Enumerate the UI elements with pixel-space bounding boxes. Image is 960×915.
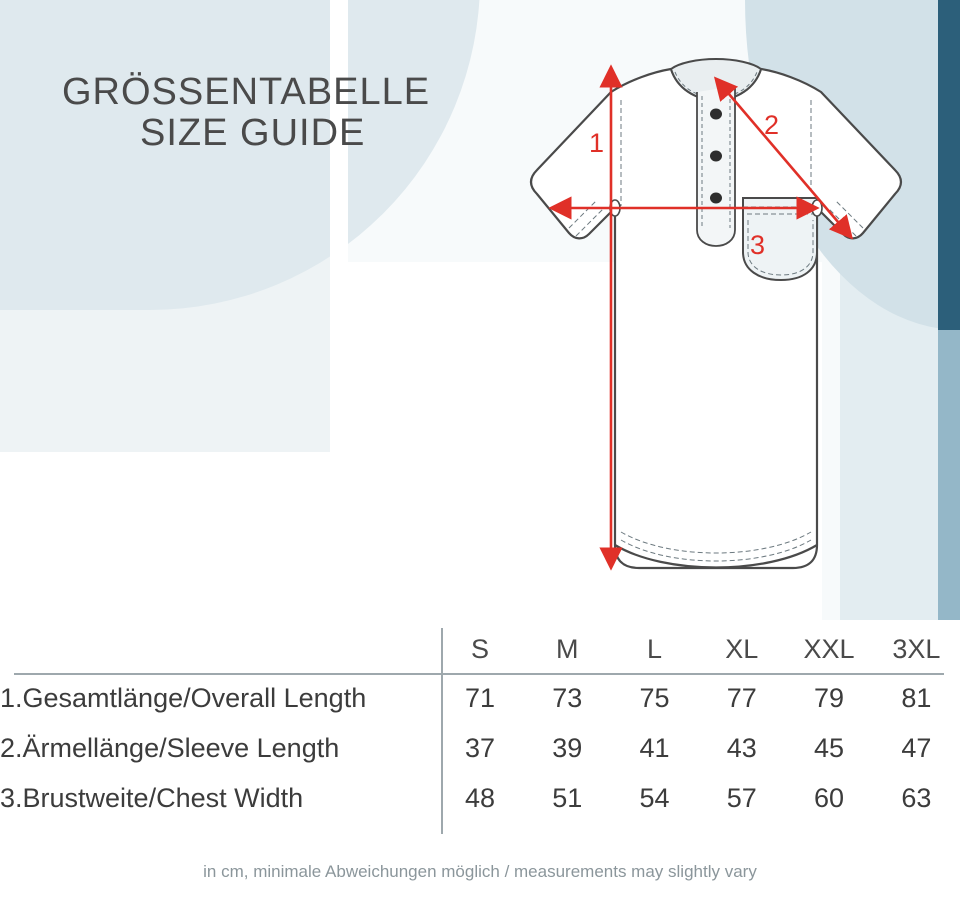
row-label-sleeve-length: 2.Ärmellänge/Sleeve Length (0, 732, 340, 763)
table-header-size-3xl: 3XL (892, 633, 941, 664)
tshirt-illustration (425, 40, 945, 620)
measurement-label-3: 3 (750, 230, 766, 260)
table-header-size-xxl: XXL (803, 633, 855, 664)
cell-sleeve-length-l: 41 (639, 732, 670, 763)
table-vertical-rule (441, 628, 443, 834)
page-title-german: GRÖSSENTABELLE (62, 71, 431, 113)
cell-chest-width-3xl: 63 (901, 782, 932, 813)
table-header-row (0, 625, 960, 673)
table-header-size-xl: XL (725, 633, 759, 664)
cell-sleeve-length-m: 39 (552, 732, 583, 763)
background-white-block-lower-left (0, 452, 348, 620)
measurement-footnote: in cm, minimale Abweichungen möglich / measurements may slightly vary (203, 862, 757, 881)
table-header-size-m: M (556, 633, 579, 664)
cell-overall-length-3xl: 81 (901, 682, 932, 713)
cell-chest-width-l: 54 (639, 782, 670, 813)
table-header-size-s: S (470, 633, 489, 664)
cell-chest-width-xl: 57 (726, 782, 757, 813)
cell-chest-width-xxl: 60 (814, 782, 845, 813)
page-title (62, 72, 430, 154)
table-header-blank (0, 625, 436, 673)
measurement-label-2: 2 (764, 110, 780, 140)
cell-overall-length-s: 71 (464, 682, 496, 713)
cell-overall-length-xxl: 79 (814, 682, 845, 713)
cell-overall-length-l: 75 (639, 682, 670, 713)
cell-sleeve-length-xxl: 45 (814, 732, 845, 763)
page-title-english: SIZE GUIDE (140, 112, 366, 155)
cell-sleeve-length-3xl: 47 (901, 732, 932, 763)
table-row (0, 673, 960, 723)
cell-overall-length-m: 73 (552, 682, 583, 713)
placket-button-3 (710, 193, 722, 204)
row-label-overall-length: 1.Gesamtlänge/Overall Length (0, 682, 367, 713)
cell-sleeve-length-s: 37 (464, 732, 496, 763)
cell-sleeve-length-xl: 43 (726, 732, 757, 763)
cell-chest-width-m: 51 (552, 782, 583, 813)
table-row (0, 773, 960, 823)
placket-button-1 (710, 109, 722, 120)
cell-chest-width-s: 48 (464, 782, 496, 813)
measurement-label-1: 1 (589, 128, 605, 158)
table-row (0, 723, 960, 773)
size-table (0, 625, 960, 823)
cell-overall-length-xl: 77 (726, 682, 757, 713)
placket-button-2 (710, 151, 722, 162)
table-header-rule (14, 673, 944, 675)
tshirt-button-placket (697, 86, 735, 246)
row-label-chest-width: 3.Brustweite/Chest Width (0, 782, 304, 813)
table-header-size-l: L (647, 633, 663, 664)
